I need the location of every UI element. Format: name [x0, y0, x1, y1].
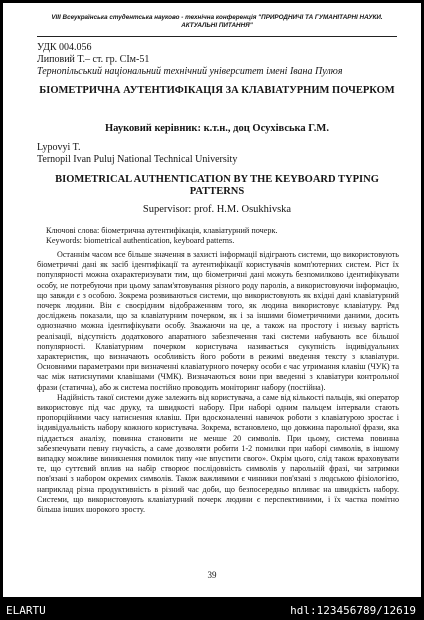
conference-header: [37, 14, 397, 30]
affiliation-ua: Тернопільський національний технічний університет імені Івана Пулюя: [37, 66, 343, 77]
title-ua: БІОМЕТРИЧНА АУТЕНТИФІКАЦІЯ ЗА КЛАВІАТУРНИМ ПОЧЕРКОМ: [39, 85, 395, 96]
body-text: [37, 250, 399, 515]
header-rule: [37, 36, 397, 37]
conference-header-line1: VIII Всеукраїнська студентська науково - технічна конференція "ПРИРОДНИЧІ ТА ГУМАНІТАРНІ НАУКИ.: [51, 14, 383, 21]
udc-code: УДК 004.056: [37, 42, 92, 53]
keywords-ua: Ключові слова: біометрична аутентифікація, клавіатурний почерк.: [46, 226, 278, 235]
supervisor-en: Supervisor: prof. H.M. Osukhivska: [142, 204, 292, 215]
author-ua: Липовий Т.– ст. гр. СІм-51: [37, 54, 150, 65]
affiliation-en: Ternopil Ivan Puluj National Technical University: [37, 154, 238, 165]
body-paragraph-2: Надійність такої системи дуже залежить від користувача, а саме від кількості пальців, які оператор використовує під час друку, та швидкості набору. При наборі одним пальцем інтервали стають пропорційними часу натиснення клавіш. При вдосконаленні навичок роботи з клавіатурою зростає і індивідуальність набору кожного користувача. Зокрема, встановлено, що довжина парольної фрази, яка піддається аналізу, повинна становити не менше 20 символів. При цьому, система повинна забезпечувати певну гнучкість, а саме дозволяти робити 1-2 помилки при наборі символів, в іншому випадку можливе виникнення помилок типу «не впустити свого». Окрім цього, слід також враховувати те, що суттєвий вплив на набір створює послідовність символів у парольній фразі, чи затримки пов'язані з набором окремих символів. Також важливими є чинники пов'язані з людською фізіологією, наприклад різна продуктивність в різний час доби, що безпосередньо впливає на швидкість набору. Системи, що використовують клавіатурний почерк людини є перспективними, і їх частка помітно більша інших шорокого зросту.: [37, 392, 399, 515]
keywords-en: Keywords: biometrical authentication, keyboard patterns.: [46, 236, 235, 245]
repository-footer: [0, 600, 424, 620]
body-paragraph-1: Останнім часом все більше значення в захисті інформації відіграють системи, що використовують біометричні дані як засіб ідентифікації та аутентифікації користувачів комп'ютерних систем. Ріст їх популярності можна охарактеризувати тим, що біометричні дані можуть безпомилково ідентифікувати особу, не потребуючи при цьому запам'ятовування різного роду паролів, а використовуючи інформацію, що завжди є з особою. Зокрема розвиваються системи, що використовують як вхідні дані клавіатурний почерк людини. Він є своєрідним відображенням того, як людина використовує клавіатуру. Ряд досліджень показали, що за клавіатурним почерком, як і за іншими біометричними даними, досить однозначно можна ідентифікувати особу. Зважаючи на це, а також на простоту і низьку вартість реалізації, відсутність додаткового апаратного забезпечення такі системи набувають все більшої популярності. Клавіатурним почерком користувача називається сукупність індивідуальних характеристик, що визначають особливість його роботи в режимі введення тексту з клавіатури. Основними параметрами при визначенні клавіатурного почерку особи є час утримання клавіш (ЧУК) та час між натиснутими клавішами (ЧМК). Визначаються вони при введенні з клавіатури контрольної фрази (статична), або ж система постійно проводить моніторинг набору (постійна).: [37, 250, 399, 392]
page-number: 39: [207, 570, 217, 580]
title-en: BIOMETRICAL AUTHENTICATION BY THE KEYBOARD TYPING PATTERNS: [55, 174, 379, 197]
footer-handle: hdl:123456789/12619: [290, 604, 416, 617]
supervisor-ua: Науковий керівник: к.т.н., доц Осухівська Г.М.: [105, 123, 329, 134]
author-en: Lypovyi T.: [37, 142, 81, 153]
conference-header-line2: АКТУАЛЬНІ ПИТАННЯ": [181, 22, 253, 29]
footer-repository-name: ELARTU: [6, 604, 46, 617]
document-page: [3, 3, 421, 597]
